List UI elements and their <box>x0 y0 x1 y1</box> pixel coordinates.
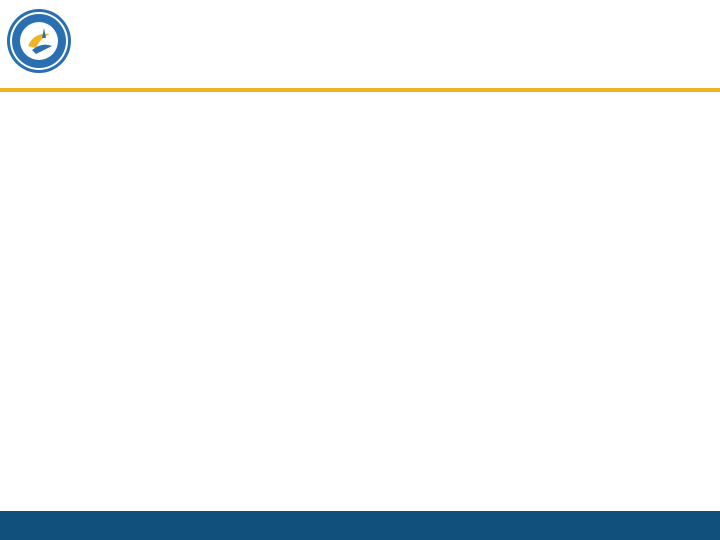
footer-bar <box>0 511 720 540</box>
title-divider <box>0 88 720 92</box>
california-community-colleges-logo <box>6 8 72 74</box>
